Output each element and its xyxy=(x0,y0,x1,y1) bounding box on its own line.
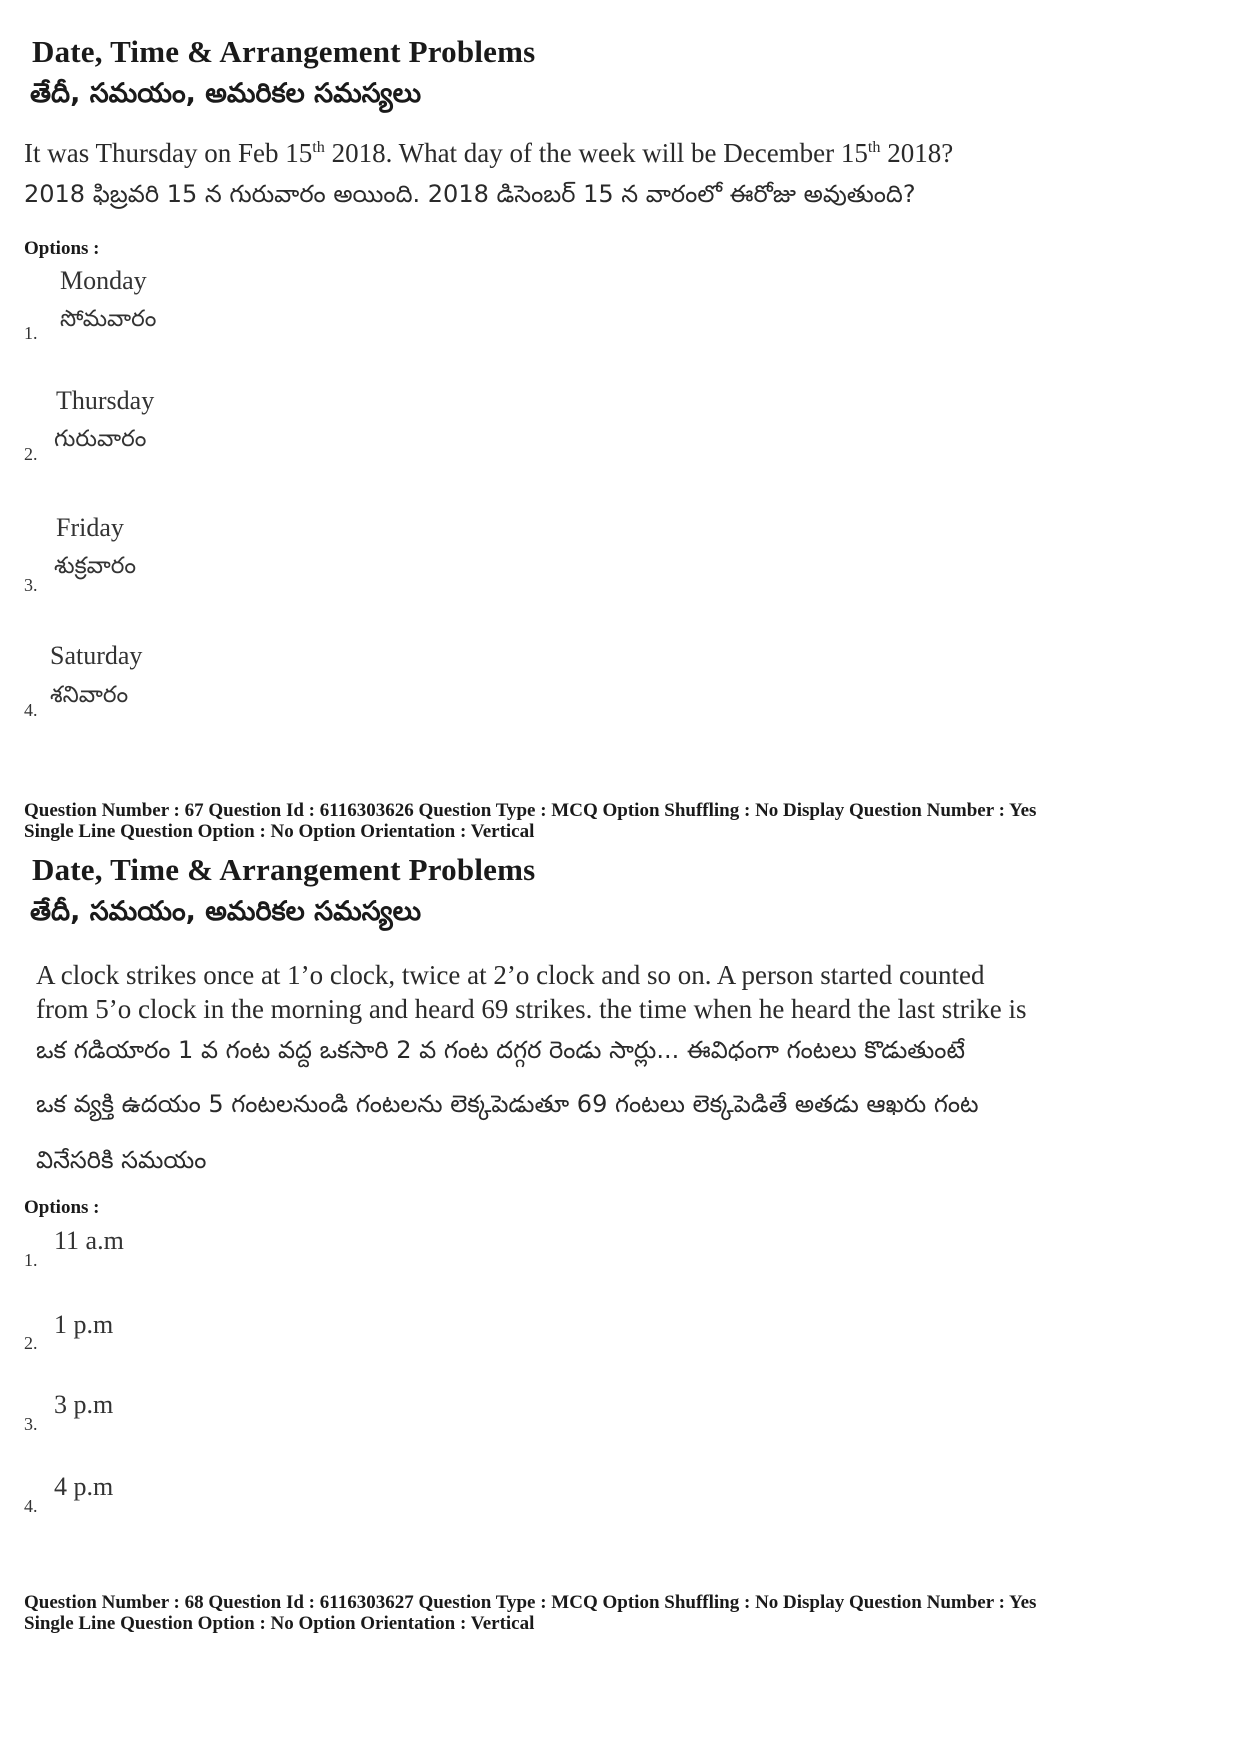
question-text-en-line-2: from 5’o clock in the morning and heard 69 strikes. the time when he heard the last strike is xyxy=(36,994,1027,1024)
ordinal-suffix: th xyxy=(312,138,325,156)
question-text-en-line-1: A clock strikes once at 1’o clock, twice at 2’o clock and so on. A person started counted xyxy=(36,960,985,990)
option-3-text[interactable]: 3 p.m xyxy=(54,1390,114,1419)
question-text-te-line-2: ఒక వ్యక్తి ఉదయం 5 గంటలనుండి గంటలను లెక్కపెడుతూ 69 గంటలు లెక్కపెడితే అతడు ఆఖరు గంట xyxy=(36,1090,979,1118)
option-3-number: 3. xyxy=(24,575,38,595)
option-1-text[interactable]: 11 a.m xyxy=(54,1226,124,1255)
option-2-number: 2. xyxy=(24,444,38,464)
option-3-text-en[interactable]: Friday xyxy=(56,513,124,542)
option-1-number: 1. xyxy=(24,1250,38,1270)
question-text-te: 2018 ఫిబ్రవరి 15 న గురువారం అయింది. 2018 డిసెంబర్ 15 న వారంలో ఈరోజు అవుతుంది? xyxy=(24,180,916,208)
options-label: Options : xyxy=(24,238,100,259)
option-4-number: 4. xyxy=(24,1496,38,1516)
option-1-number: 1. xyxy=(24,323,38,343)
option-1-text-en[interactable]: Monday xyxy=(60,266,147,295)
topic-title-en: Date, Time & Arrangement Problems xyxy=(32,852,536,887)
option-4-text[interactable]: 4 p.m xyxy=(54,1472,114,1501)
option-4-text-te[interactable]: శనివారం xyxy=(50,682,129,708)
option-4-number: 4. xyxy=(24,700,38,720)
question-text-te-line-1: ఒక గడియారం 1 వ గంట వద్ద ఒకసారి 2 వ గంట దగ్గర రెండు సార్లు... ఈవిధంగా గంటలు కొడుతుంటే xyxy=(36,1036,965,1064)
option-2-text-te[interactable]: గురువారం xyxy=(54,426,147,452)
option-2-text[interactable]: 1 p.m xyxy=(54,1310,114,1339)
option-4-text-en[interactable]: Saturday xyxy=(50,641,143,670)
question-text-part: It was Thursday on Feb 15 xyxy=(24,138,313,168)
topic-title-te: తేదీ, సమయం, అమరికల సమస్యలు xyxy=(30,78,422,109)
options-label: Options : xyxy=(24,1197,100,1218)
question-text-te-line-3: వినేసరికి సమయం xyxy=(36,1146,207,1174)
question-meta-line-1: Question Number : 68 Question Id : 6116303627 Question Type : MCQ Option Shuffling : No Display Question Number : Yes xyxy=(24,1592,1037,1613)
ordinal-suffix: th xyxy=(867,138,881,156)
question-meta-line-2: Single Line Question Option : No Option Orientation : Vertical xyxy=(24,1613,535,1634)
option-3-text-te[interactable]: శుక్రవారం xyxy=(54,553,137,579)
option-3-number: 3. xyxy=(24,1414,38,1434)
option-1-text-te[interactable]: సోమవారం xyxy=(60,306,157,332)
question-text-part: 2018? xyxy=(880,138,954,168)
option-2-number: 2. xyxy=(24,1333,38,1353)
option-2-text-en[interactable]: Thursday xyxy=(56,386,155,415)
question-text-part: 2018. What day of the week will be December 15 xyxy=(324,138,868,168)
question-text-en xyxy=(24,138,953,169)
topic-title-en: Date, Time & Arrangement Problems xyxy=(32,34,536,69)
question-meta-line-1: Question Number : 67 Question Id : 6116303626 Question Type : MCQ Option Shuffling : No Display Question Number : Yes xyxy=(24,800,1037,821)
topic-title-te: తేదీ, సమయం, అమరికల సమస్యలు xyxy=(30,896,422,927)
question-meta-line-2: Single Line Question Option : No Option Orientation : Vertical xyxy=(24,821,535,842)
